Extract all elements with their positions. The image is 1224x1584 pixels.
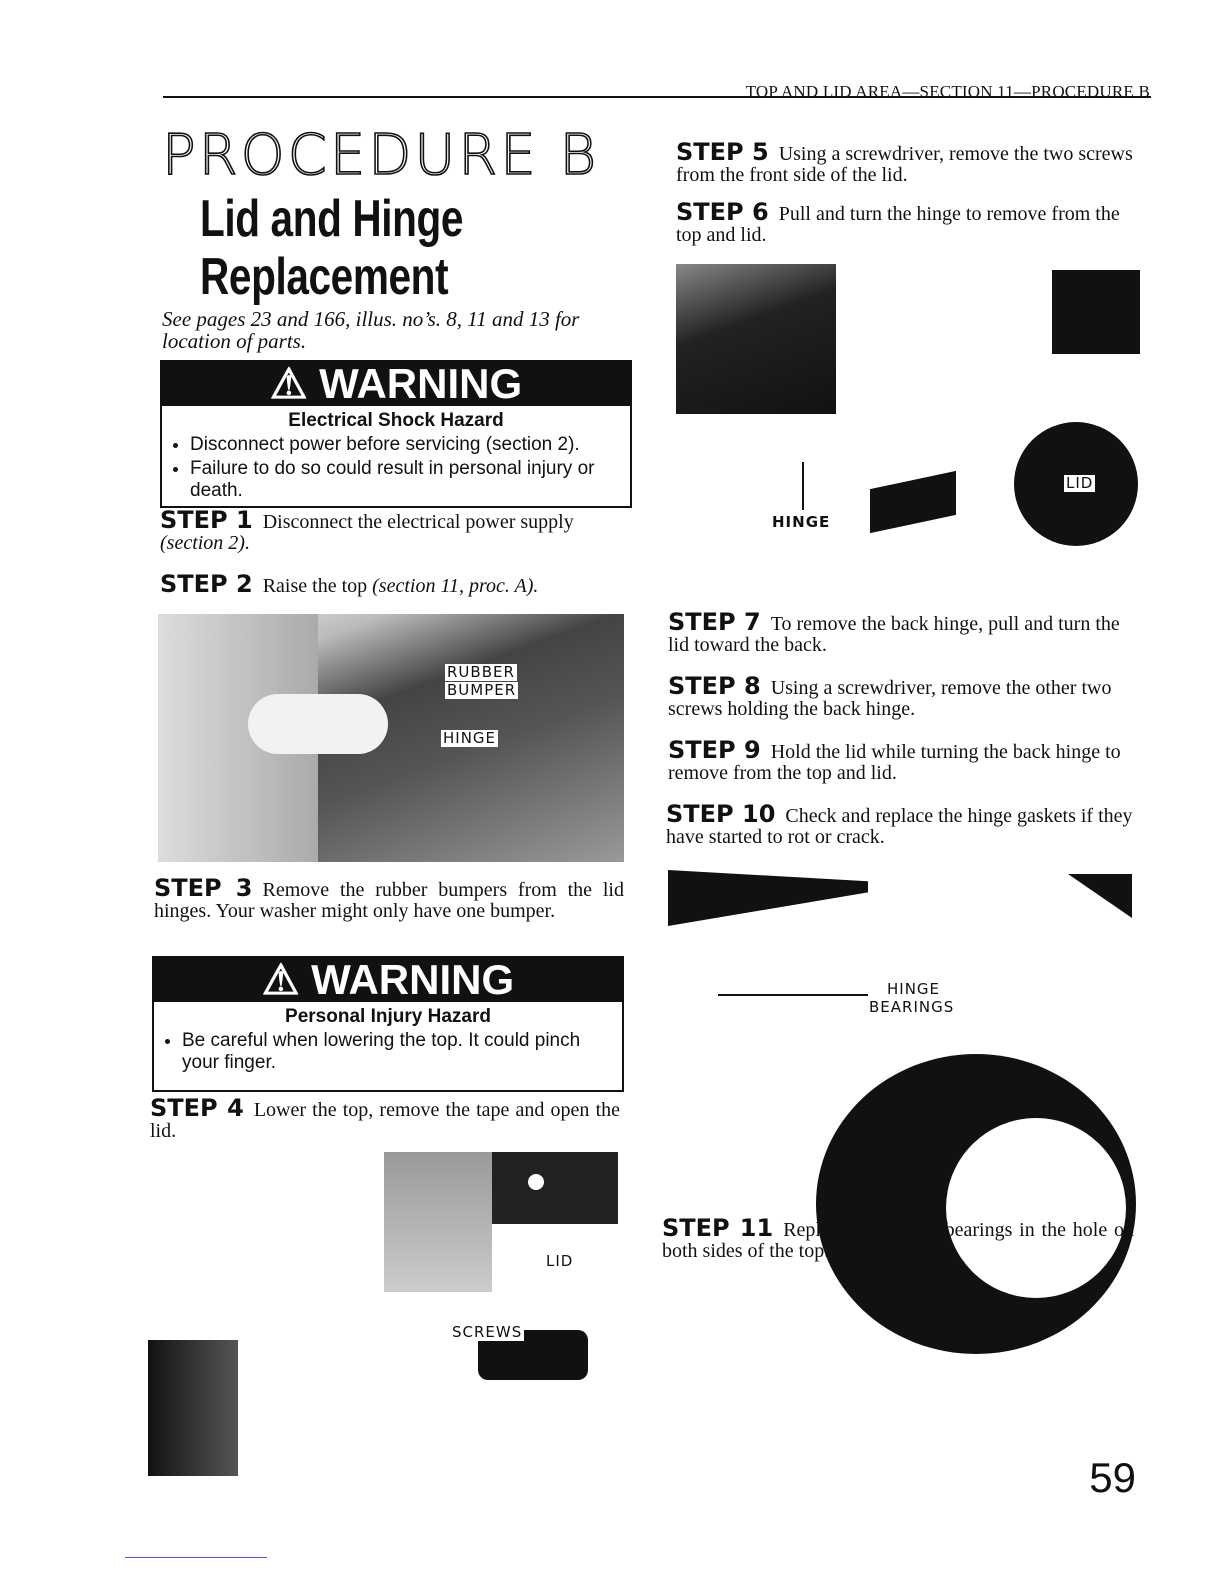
warning-triangle-icon: ⚠ xyxy=(269,360,308,407)
page-number: 59 xyxy=(1089,1454,1136,1501)
warning-triangle-icon: ⚠ xyxy=(261,956,300,1003)
step-extra: (section 11, proc. A). xyxy=(372,575,539,597)
warning-subtitle: Electrical Shock Hazard xyxy=(288,410,504,431)
warning-item: • Failure to do so could result in personal injury or death. xyxy=(190,458,618,502)
step-text: Pull and turn the hinge to remove from the top and lid. xyxy=(676,203,1120,246)
step-2 xyxy=(160,570,632,598)
step-text: Lower the top, remove the tape and open the lid. xyxy=(150,1099,621,1142)
photo-label-bearings: BEARINGS xyxy=(869,998,955,1016)
photo-label-hinge: HINGE xyxy=(772,513,831,531)
step-label: STEP 6 xyxy=(676,198,769,226)
step-1 xyxy=(160,506,632,554)
step-text: Raise the top xyxy=(262,575,368,597)
step-label: STEP 7 xyxy=(668,608,761,636)
step-label: STEP 1 xyxy=(160,506,253,534)
photo-rubber-bumper xyxy=(158,614,624,862)
step-text: Remove the rubber bumpers from the lid hinges. Your washer might only have one bumper. xyxy=(154,879,624,922)
title-line-1: Lid and Hinge xyxy=(200,190,464,248)
warning-header xyxy=(162,362,630,406)
warning-list xyxy=(154,1030,622,1074)
photo-label-lid: LID xyxy=(546,1252,574,1270)
step-4 xyxy=(150,1094,621,1142)
step-label: STEP 2 xyxy=(160,570,253,598)
step-10 xyxy=(666,800,1138,848)
step-text: To remove the back hinge, pull and turn the lid toward the back. xyxy=(668,613,1120,656)
step-3 xyxy=(154,874,624,922)
warning-box-electrical xyxy=(160,360,632,508)
step-text: Disconnect the electrical power supply xyxy=(262,511,574,533)
warning-item: • Disconnect power before servicing (section 2). xyxy=(190,434,618,456)
step-text: Hold the lid while turning the back hinge to remove from the top and lid. xyxy=(668,741,1121,784)
photo-label-screws: SCREWS xyxy=(452,1323,523,1341)
step-9 xyxy=(668,736,1140,784)
step-label: STEP 10 xyxy=(666,800,776,828)
photo-lid-screws xyxy=(148,1150,620,1476)
step-label: STEP 3 xyxy=(154,874,253,902)
photo-label-lid: LID xyxy=(1066,474,1094,492)
photo-label-hinge: HINGE xyxy=(887,980,941,998)
warning-header xyxy=(154,958,622,1002)
step-6 xyxy=(676,198,1148,246)
step-label: STEP 9 xyxy=(668,736,761,764)
photo-label-bumper: BUMPER xyxy=(447,681,517,699)
page-title xyxy=(200,190,463,306)
step-extra: (section 2). xyxy=(160,532,250,554)
warning-title: WARNING xyxy=(311,956,515,1003)
warning-box-injury xyxy=(152,956,624,1092)
step-text: Check and replace the hinge gaskets if they have started to rot or crack. xyxy=(666,805,1133,848)
step-label: STEP 5 xyxy=(676,138,769,166)
parts-reference: See pages 23 and 166, illus. no’s. 8, 11 and 13 for location of parts. xyxy=(162,307,580,353)
warning-item: • Be careful when lowering the top. It could pinch your finger. xyxy=(182,1030,610,1074)
step-11 xyxy=(662,1214,1134,1262)
step-text: Using a screwdriver, remove the two screws from the front side of the lid. xyxy=(676,143,1133,186)
step-label: STEP 11 xyxy=(662,1214,774,1242)
step-7 xyxy=(668,608,1140,656)
photo-hinge-bearings xyxy=(666,868,1136,1202)
step-text: Using a screwdriver, remove the other two screws holding the back hinge. xyxy=(668,677,1112,720)
step-label: STEP 4 xyxy=(150,1094,244,1122)
warning-list xyxy=(162,434,630,502)
step-label: STEP 8 xyxy=(668,672,761,700)
warning-subtitle: Personal Injury Hazard xyxy=(285,1006,491,1027)
step-5 xyxy=(676,138,1148,186)
photo-label-hinge: HINGE xyxy=(443,729,497,747)
step-text: Replace the plastic bearings in the hole on both sides of the top. xyxy=(662,1219,1134,1262)
photo-label-rubber: RUBBER xyxy=(447,663,515,681)
running-header: TOP AND LID AREA—SECTION 11—PROCEDURE B xyxy=(745,82,1150,101)
photo-hinge-lid xyxy=(674,262,1144,562)
footer-rule xyxy=(125,1557,267,1558)
step-8 xyxy=(668,672,1140,720)
title-line-2: Replacement xyxy=(200,248,449,306)
warning-title: WARNING xyxy=(319,360,523,407)
procedure-heading: PROCEDURE B xyxy=(162,123,600,188)
